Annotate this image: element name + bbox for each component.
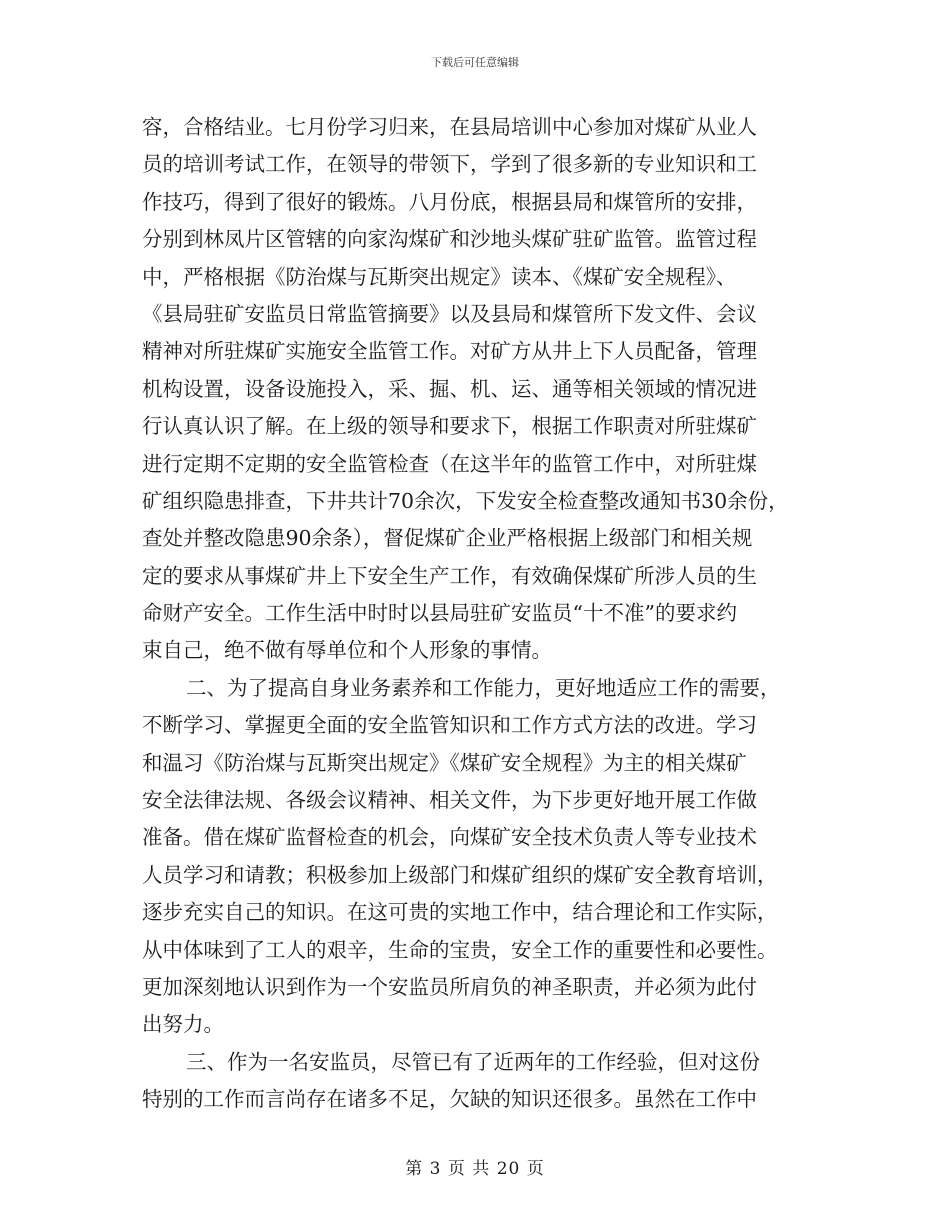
text-line: 机构设置，设备设施投入，采、掘、机、运、通等相关领域的情况进: [142, 376, 757, 401]
paragraph-3: [142, 1044, 814, 1119]
text-line: 和温习《防治煤与瓦斯突出规定》《煤矿安全规程》为主的相关煤矿: [142, 750, 747, 775]
text-line: 特别的工作而言尚存在诸多不足，欠缺的知识还很多。虽然在工作中: [142, 1087, 757, 1112]
text-line: 中，严格根据《防治煤与瓦斯突出规定》读本、《煤矿安全规程》、: [142, 264, 737, 289]
text-line: 容，合格结业。七月份学习归来，在县局培训中心参加对煤矿从业人: [142, 115, 757, 139]
text-line: 查处并整改隐患90余条），督促煤矿企业严格根据上级部门和相关规: [142, 526, 753, 551]
document-body: [142, 109, 814, 1119]
text-line: 束自己，绝不做有辱单位和个人形象的事情。: [142, 638, 552, 663]
text-line: 逐步充实自己的知识。在这可贵的实地工作中，结合理论和工作实际，: [142, 900, 778, 925]
text-line: 员的培训考试工作，在领导的带领下，学到了很多新的专业知识和工: [142, 152, 757, 177]
paragraph-1: [142, 109, 814, 670]
text-line: 出努力。: [142, 1012, 224, 1037]
text-line: 准备。借在煤矿监督检查的机会，向煤矿安全技术负责人等专业技术: [142, 825, 757, 850]
text-line: 分别到林凤片区管辖的向家沟煤矿和沙地头煤矿驻矿监管。监管过程: [142, 227, 757, 252]
text-line: 命财产安全。工作生活中时时以县局驻矿安监员“十不准”的要求约: [142, 601, 737, 626]
text-line: 行认真认识了解。在上级的领导和要求下，根据工作职责对所驻煤矿: [142, 414, 757, 439]
text-line: 人员学习和请教；积极参加上级部门和煤矿组织的煤矿安全教育培训，: [142, 862, 778, 887]
text-line: 从中体味到了工人的艰辛，生命的宝贵，安全工作的重要性和必要性。: [142, 937, 778, 962]
text-line: 二、为了提高自身业务素养和工作能力，更好地适应工作的需要，: [186, 675, 781, 700]
page-header: 下载后可任意编辑: [431, 56, 519, 69]
text-line: 作技巧，得到了很好的锻炼。八月份底，根据县局和煤管所的安排，: [142, 189, 757, 214]
text-line: 精神对所驻煤矿实施安全监管工作。对矿方从井上下人员配备，管理: [142, 339, 757, 364]
text-line: 矿组织隐患排查，下井共计70余次，下发安全检查整改通知书30余份，: [142, 488, 789, 513]
text-line: 《县局驻矿安监员日常监管摘要》以及县局和煤管所下发文件、会议: [142, 301, 757, 326]
text-line: 安全法律法规、各级会议精神、相关文件，为下步更好地开展工作做: [142, 788, 757, 813]
page-number: 第 3 页 共 20 页: [405, 1159, 545, 1179]
text-line: 三、作为一名安监员，尽管已有了近两年的工作经验，但对这份: [186, 1049, 760, 1074]
paragraph-2: [142, 670, 814, 1044]
text-line: 更加深刻地认识到作为一个安监员所肩负的神圣职责，并必须为此付: [142, 974, 757, 999]
text-line: 定的要求从事煤矿井上下安全生产工作，有效确保煤矿所涉人员的生: [142, 563, 757, 588]
text-line: 进行定期不定期的安全监管检查（在这半年的监管工作中，对所驻煤: [142, 451, 757, 476]
text-line: 不断学习、掌握更全面的安全监管知识和工作方式方法的改进。学习: [142, 713, 757, 738]
